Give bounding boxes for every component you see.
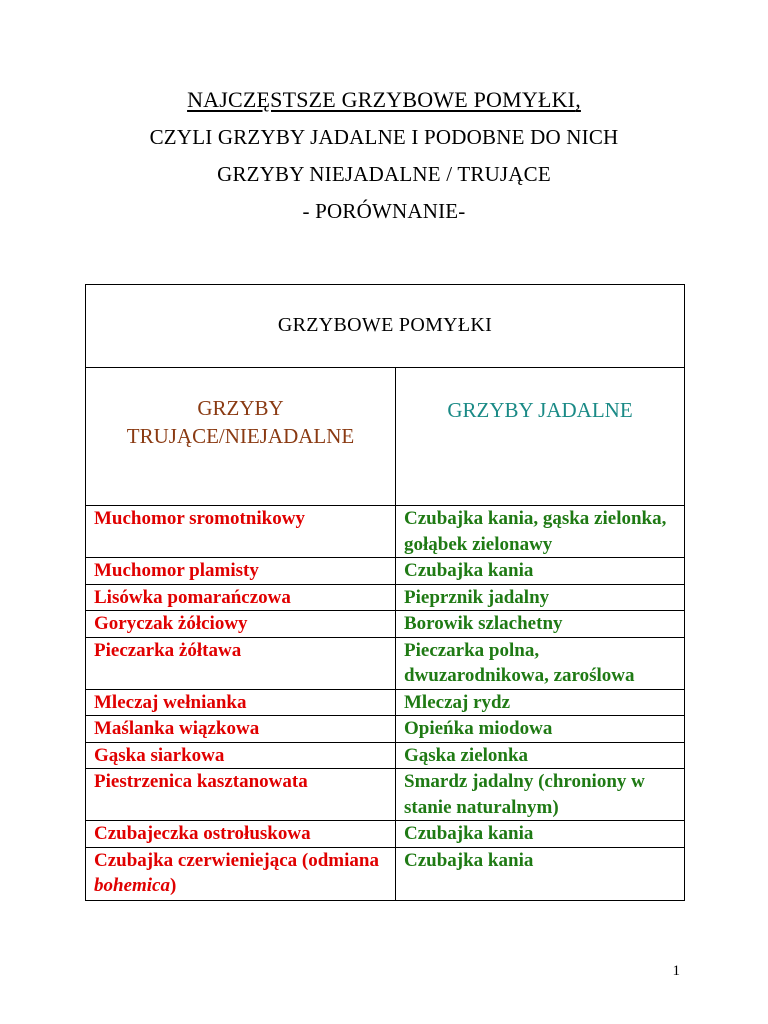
table-title-row <box>86 285 685 368</box>
table-row <box>86 558 685 585</box>
document-title <box>0 86 768 114</box>
edible-species-cell: Czubajka kania <box>396 847 685 900</box>
poisonous-species-cell <box>86 847 396 900</box>
edible-species-cell: Gąska zielonka <box>396 742 685 769</box>
edible-species-cell: Czubajka kania <box>396 821 685 848</box>
table-row <box>86 847 685 900</box>
edible-species-cell: Pieprznik jadalny <box>396 584 685 611</box>
document-subtitle-line-2: GRZYBY NIEJADALNE / TRUJĄCE <box>217 162 551 186</box>
table-row <box>86 506 685 558</box>
table-title: GRZYBOWE POMYŁKI <box>86 285 685 368</box>
table-row <box>86 742 685 769</box>
edible-species-cell: Opieńka miodowa <box>396 716 685 743</box>
table-row <box>86 689 685 716</box>
table-row <box>86 769 685 821</box>
poisonous-species-cell: Czubajeczka ostrołuskowa <box>86 821 396 848</box>
document-header <box>0 86 768 234</box>
table-header-row <box>86 368 685 506</box>
document-subtitle-line-1: CZYLI GRZYBY JADALNE I PODOBNE DO NICH <box>149 125 619 149</box>
poisonous-species-cell: Goryczak żółciowy <box>86 611 396 638</box>
edible-species-cell: Czubajka kania, gąska zielonka, gołąbek zielonawy <box>396 506 685 558</box>
mushroom-mistakes-table <box>85 284 685 901</box>
page-number: 1 <box>672 963 680 979</box>
edible-species-cell: Czubajka kania <box>396 558 685 585</box>
poisonous-species-cell: Maślanka wiązkowa <box>86 716 396 743</box>
poisonous-species-suffix: ) <box>170 875 177 896</box>
edible-species-cell: Borowik szlachetny <box>396 611 685 638</box>
table-body <box>86 285 685 901</box>
column-header-poisonous: GRZYBY TRUJĄCE/NIEJADALNE <box>86 368 396 506</box>
poisonous-species-cell: Lisówka pomarańczowa <box>86 584 396 611</box>
document-title-text: NAJCZĘSTSZE GRZYBOWE POMYŁKI <box>187 87 576 112</box>
document-subtitle-line-3: - PORÓWNANIE- <box>302 199 466 223</box>
table-row <box>86 716 685 743</box>
table-row <box>86 821 685 848</box>
table-row <box>86 584 685 611</box>
poisonous-species-cell: Pieczarka żółtawa <box>86 637 396 689</box>
poisonous-species-prefix: Czubajka czerwieniejąca (odmiana <box>94 849 379 871</box>
column-header-edible: GRZYBY JADALNE <box>396 368 685 506</box>
edible-species-cell: Smardz jadalny (chroniony w stanie naturalnym) <box>396 769 685 821</box>
poisonous-species-cell: Piestrzenica kasztanowata <box>86 769 396 821</box>
document-title-comma: , <box>575 87 581 112</box>
poisonous-species-italic: bohemica <box>94 875 170 896</box>
poisonous-species-cell: Muchomor plamisty <box>86 558 396 585</box>
poisonous-species-cell: Muchomor sromotnikowy <box>86 506 396 558</box>
poisonous-species-cell: Mleczaj wełnianka <box>86 689 396 716</box>
edible-species-cell: Mleczaj rydz <box>396 689 685 716</box>
table-row <box>86 611 685 638</box>
poisonous-species-cell: Gąska siarkowa <box>86 742 396 769</box>
table-row <box>86 637 685 689</box>
edible-species-cell: Pieczarka polna, dwuzarodnikowa, zaroślowa <box>396 637 685 689</box>
